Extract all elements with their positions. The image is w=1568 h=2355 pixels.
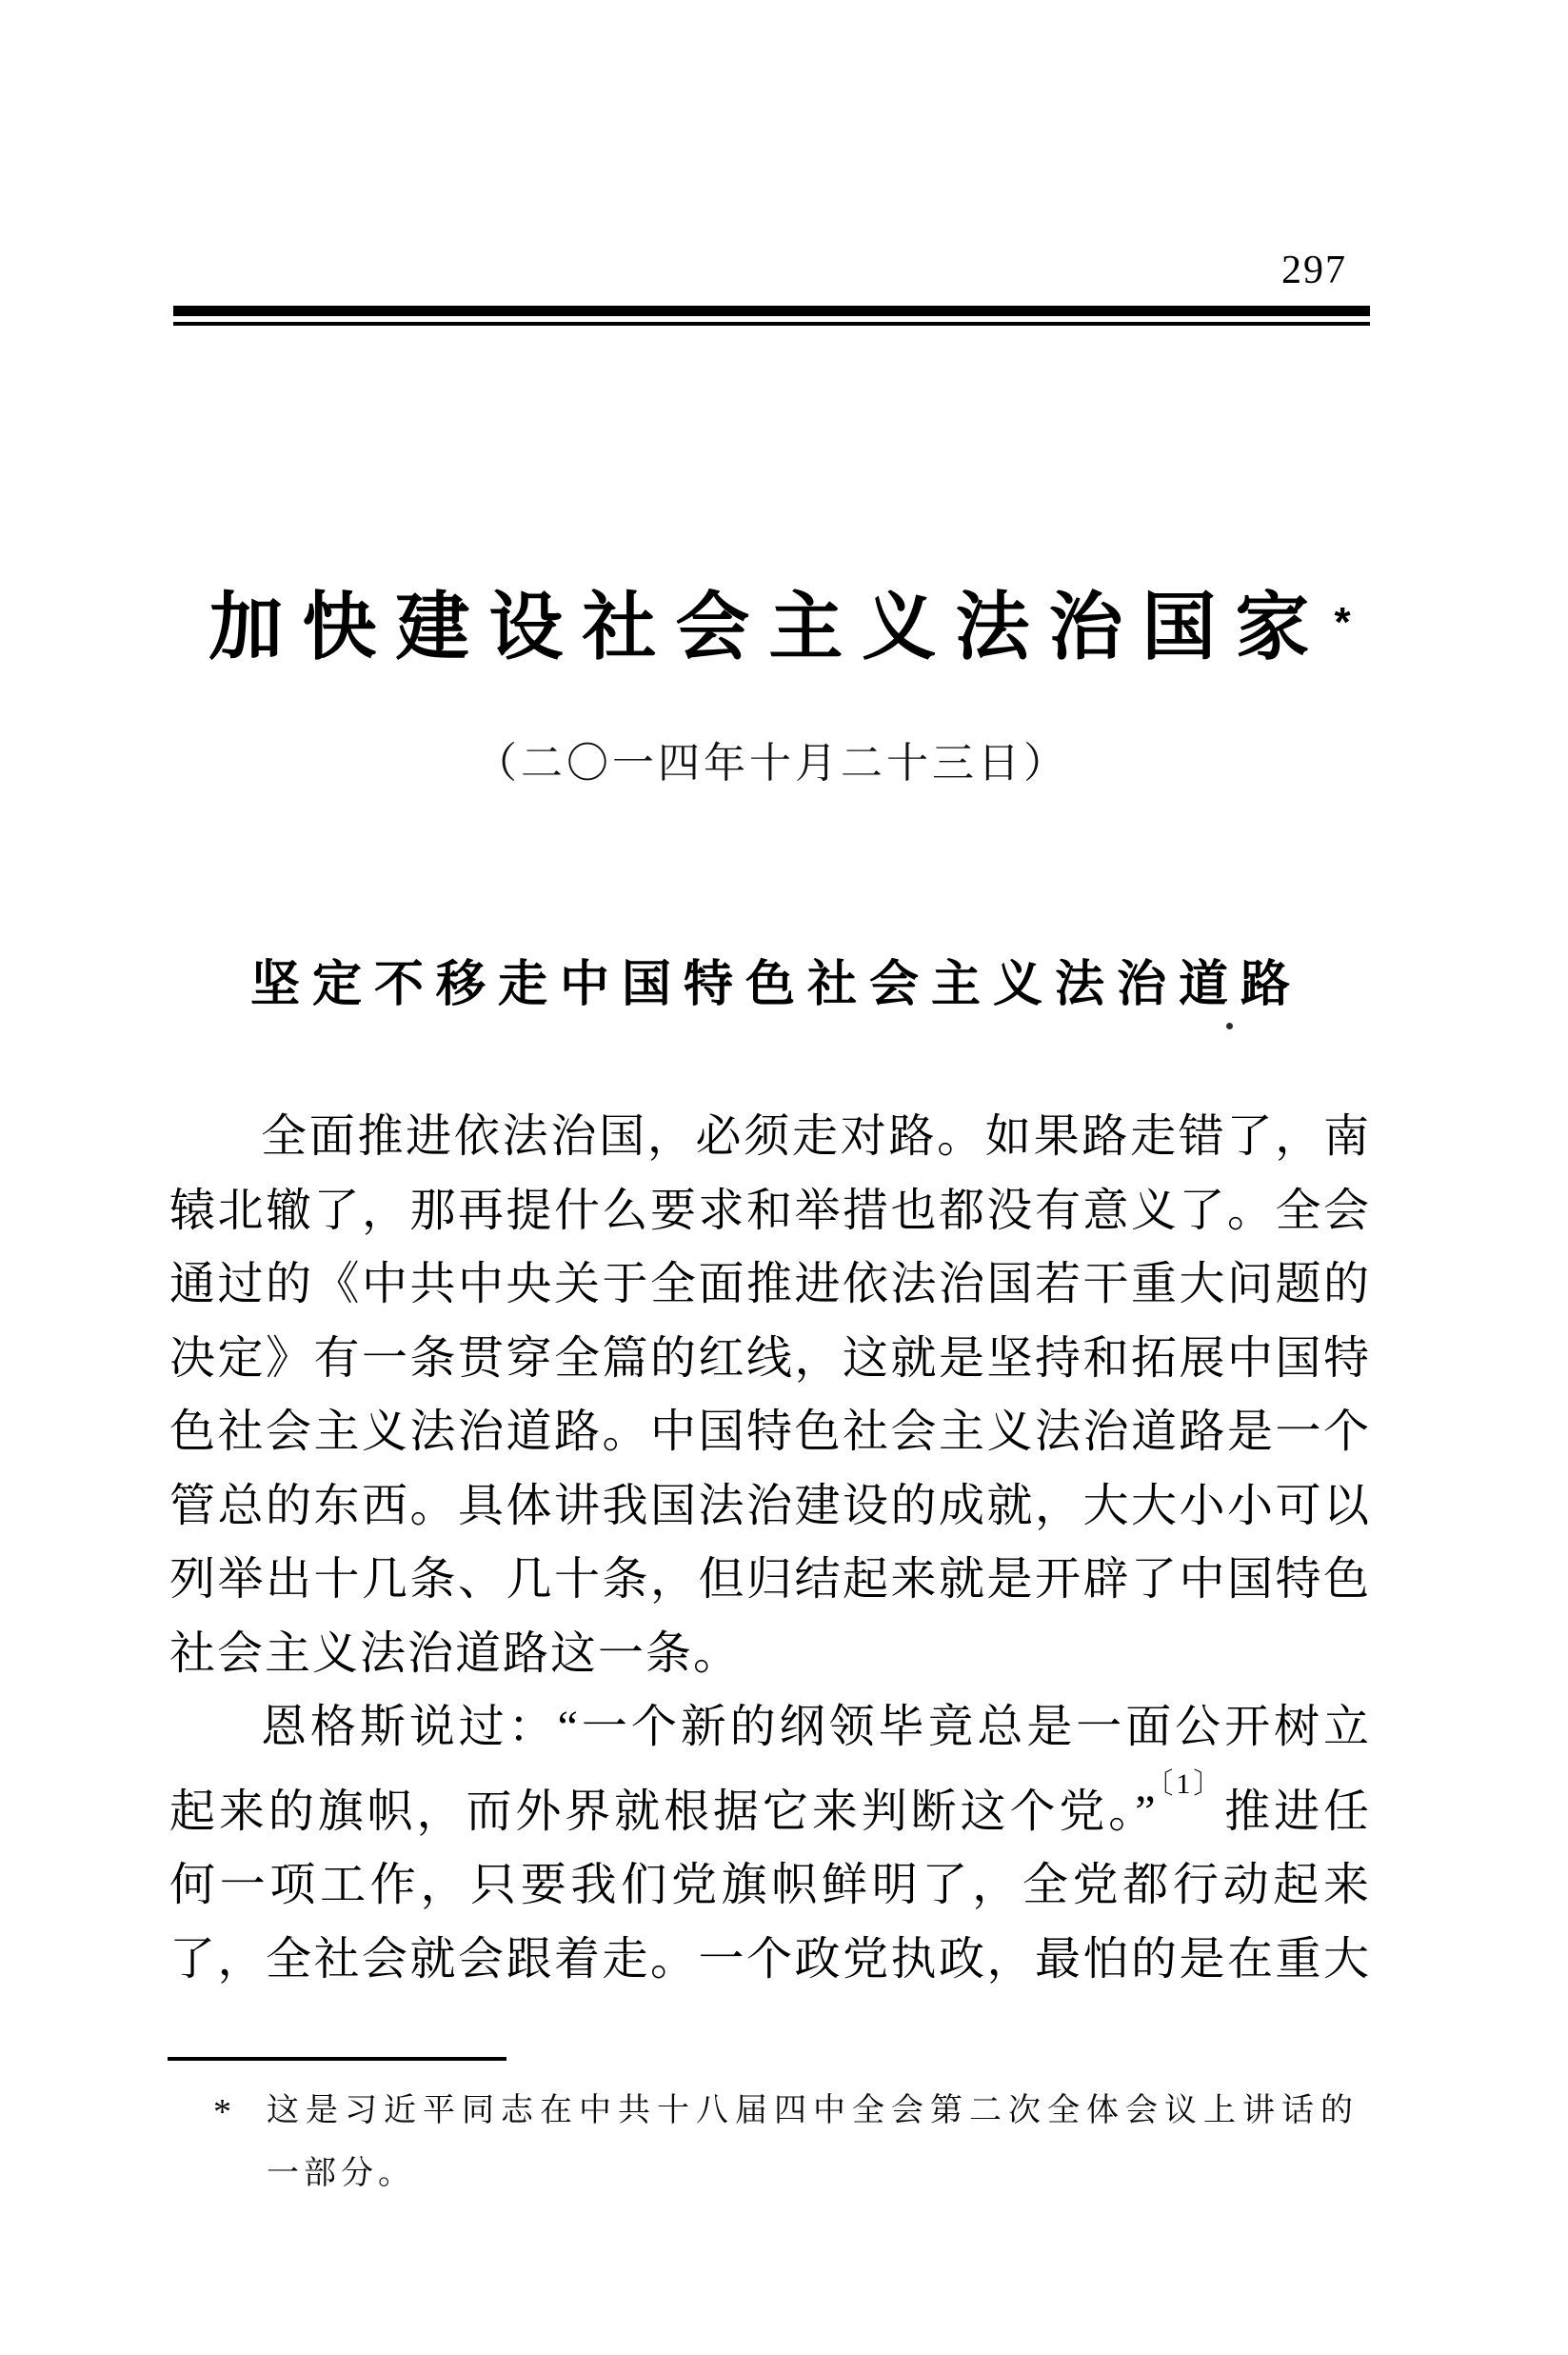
body-line: 全面推进依法治国，必须走对路。如果路走错了，南	[261, 1111, 1371, 1162]
stray-ink-dot	[1226, 1023, 1233, 1029]
chapter-title	[169, 579, 1371, 674]
footnote-ref-1: 〔1〕	[1157, 1767, 1225, 1800]
body-line	[169, 1765, 1371, 1849]
page-number: 297	[1281, 249, 1347, 292]
footnote-marker: *	[213, 2092, 231, 2132]
section-heading: 坚定不移走中国特色社会主义法治道路	[249, 957, 1302, 1012]
date-line: （二〇一四年十月二十三日）	[475, 740, 1069, 787]
footnote	[213, 2080, 1386, 2205]
body-line: 色社会主义法治道路。中国特色社会主义法治道路是一个	[169, 1407, 1371, 1457]
body-line: 社会主义法治道路这一条。	[169, 1627, 742, 1679]
body-line: 列举出十几条、几十条，但归结起来就是开辟了中国特色	[169, 1554, 1371, 1605]
body-text	[169, 1100, 1371, 1996]
body-line: 了，全社会就会跟着走。一个政党执政，最怕的是在重大	[169, 1933, 1371, 1985]
body-line-text: 起来的旗帜，而外界就根据它来判断这个党。”	[169, 1786, 1158, 1837]
header-double-rule	[173, 306, 1370, 326]
body-line-text: 推进任	[1224, 1786, 1371, 1837]
footnote-separator-rule	[168, 2057, 506, 2061]
body-line: 恩格斯说过：“一个新的纲领毕竟总是一面公开树立	[261, 1702, 1371, 1752]
body-line: 管总的东西。具体讲我国法治建设的成就，大大小小可以	[169, 1480, 1371, 1531]
footnote-line: 一部分。	[267, 2156, 415, 2191]
body-line: 通过的《中共中央关于全面推进依法治国若干重大问题的	[169, 1259, 1371, 1309]
body-line: 何一项工作，只要我们党旗帜鲜明了，全党都行动起来	[169, 1860, 1371, 1910]
chapter-title-text: 加快建设社会主义法治国家	[208, 585, 1329, 669]
footnote-line: 这是习近平同志在中共十八届四中全会第二次全体会议上讲话的	[267, 2093, 1360, 2128]
title-footnote-marker: *	[1334, 599, 1351, 646]
body-line: 决定》有一条贯穿全篇的红线，这就是坚持和拓展中国特	[169, 1332, 1371, 1384]
body-line: 辕北辙了，那再提什么要求和举措也都没有意义了。全会	[169, 1185, 1371, 1236]
